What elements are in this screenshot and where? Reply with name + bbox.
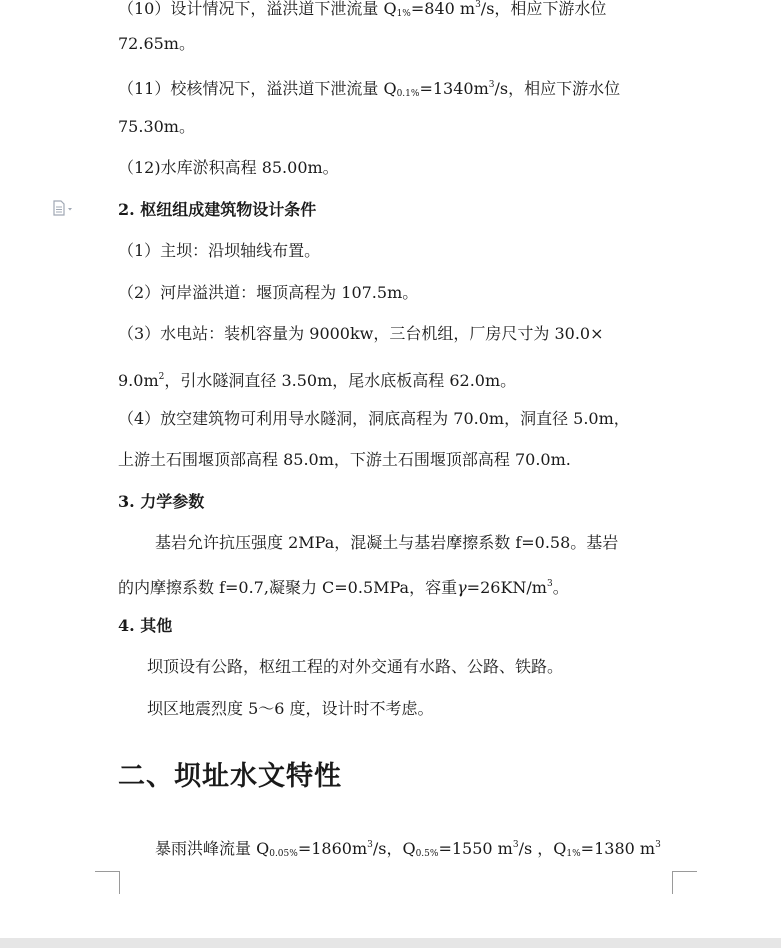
section-2-item-2: （2）河岸溢洪道：堰顶高程为 107.5m。 [118,283,419,302]
paragraph-10-line1 [118,0,673,25]
section-2-item-3-text-c: ，引水隧洞直径 3.50m，尾水底板高程 62.0m。 [164,371,517,390]
chapter-2-text-a: 暴雨洪峰流量 Q [155,839,270,858]
chapter-2-text-f: =1380 m [580,839,656,858]
paragraph-11-superscript: 3 [488,80,495,90]
paragraph-11-subscript: 0.1% [396,89,420,99]
paragraph-10-superscript: 3 [475,0,481,10]
paragraph-11-line1 [118,74,673,105]
chapter-2-subscript-3: 1% [566,849,581,859]
section-3-text-d: 。 [552,578,569,597]
section-3-text-a: 基岩允许抗压强度 2MPa，混凝土与基岩摩擦系数 f=0.58。基岩 [155,533,619,552]
section-2-heading: 2. 枢纽组成建筑物设计条件 [118,200,317,219]
section-2-item-4-text: （4）放空建筑物可利用导水隧洞，洞底高程为 70.0m，洞直径 5.0m， [118,409,630,428]
chapter-2-subscript-2: 0.5% [415,849,439,859]
section-3-superscript: 3 [546,579,553,589]
chapter-2-superscript-1: 3 [367,840,373,850]
paragraph-11-text-a: （11）校核情况下，溢洪道下泄流量 Q [118,79,397,98]
chapter-2-superscript-2: 3 [512,840,519,850]
page-corner-mark-left [95,871,120,894]
gamma-symbol: γ [457,578,467,597]
section-2-item-1: （1）主坝：沿坝轴线布置。 [118,241,321,260]
section-2-item-4-line2: 上游土石围堰顶部高程 85.0m，下游土石围堰顶部高程 70.0m. [118,450,571,469]
page-gap [0,938,781,948]
paragraph-11-line2: 75.30m。 [118,117,195,136]
section-3-text-c: =26KN/m [466,578,547,597]
section-3-heading: 3. 力学参数 [118,492,205,511]
section-3-line1 [155,532,673,554]
chapter-2-subscript-1: 0.05% [269,849,298,859]
chapter-2-text-b: =1860m [297,839,368,858]
section-4-heading: 4. 其他 [118,616,173,635]
section-2-item-3-line1 [118,323,673,345]
paragraph-11-text-b: =1340m [419,79,489,98]
paragraph-11-text-c: /s，相应下游水位 [494,79,621,98]
paragraph-10-line2: 72.65m。 [118,34,195,53]
section-2-item-3-text: （3）水电站：装机容量为 9000kw，三台机组，厂房尺寸为 30.0× [118,324,604,343]
section-3-line2 [118,573,569,599]
chapter-2-superscript-3: 3 [655,840,661,850]
paragraph-10-subscript: 1% [396,9,411,19]
paragraph-10-text-b: =840 m [410,0,476,18]
paragraph-10-text-c: /s，相应下游水位 [480,0,607,18]
chapter-2-text-d: =1550 m [438,839,513,858]
chapter-2-text-e: /s ，Q [518,839,567,858]
section-2-item-3-text-b: 9.0m [118,371,159,390]
section-2-item-4-line1 [118,408,673,430]
page-corner-mark-right [672,871,697,894]
paragraph-12: （12)水库淤积高程 85.00m。 [118,158,339,177]
document-options-icon[interactable] [52,200,74,216]
section-2-item-3-superscript: 2 [158,372,165,382]
chapter-2-heading: 二、坝址水文特性 [118,761,342,792]
chapter-2-line1 [155,834,669,865]
section-2-item-3-line2 [118,366,516,392]
section-4-line1: 坝顶设有公路，枢纽工程的对外交通有水路、公路、铁路。 [147,657,564,676]
section-3-text-b: 的内摩擦系数 f=0.7,凝聚力 C=0.5MPa，容重 [118,578,458,597]
paragraph-10-text-a: （10）设计情况下，溢洪道下泄流量 Q [118,0,397,18]
section-4-line2: 坝区地震烈度 5～6 度，设计时不考虑。 [147,699,434,718]
chapter-2-text-c: /s，Q [372,839,416,858]
